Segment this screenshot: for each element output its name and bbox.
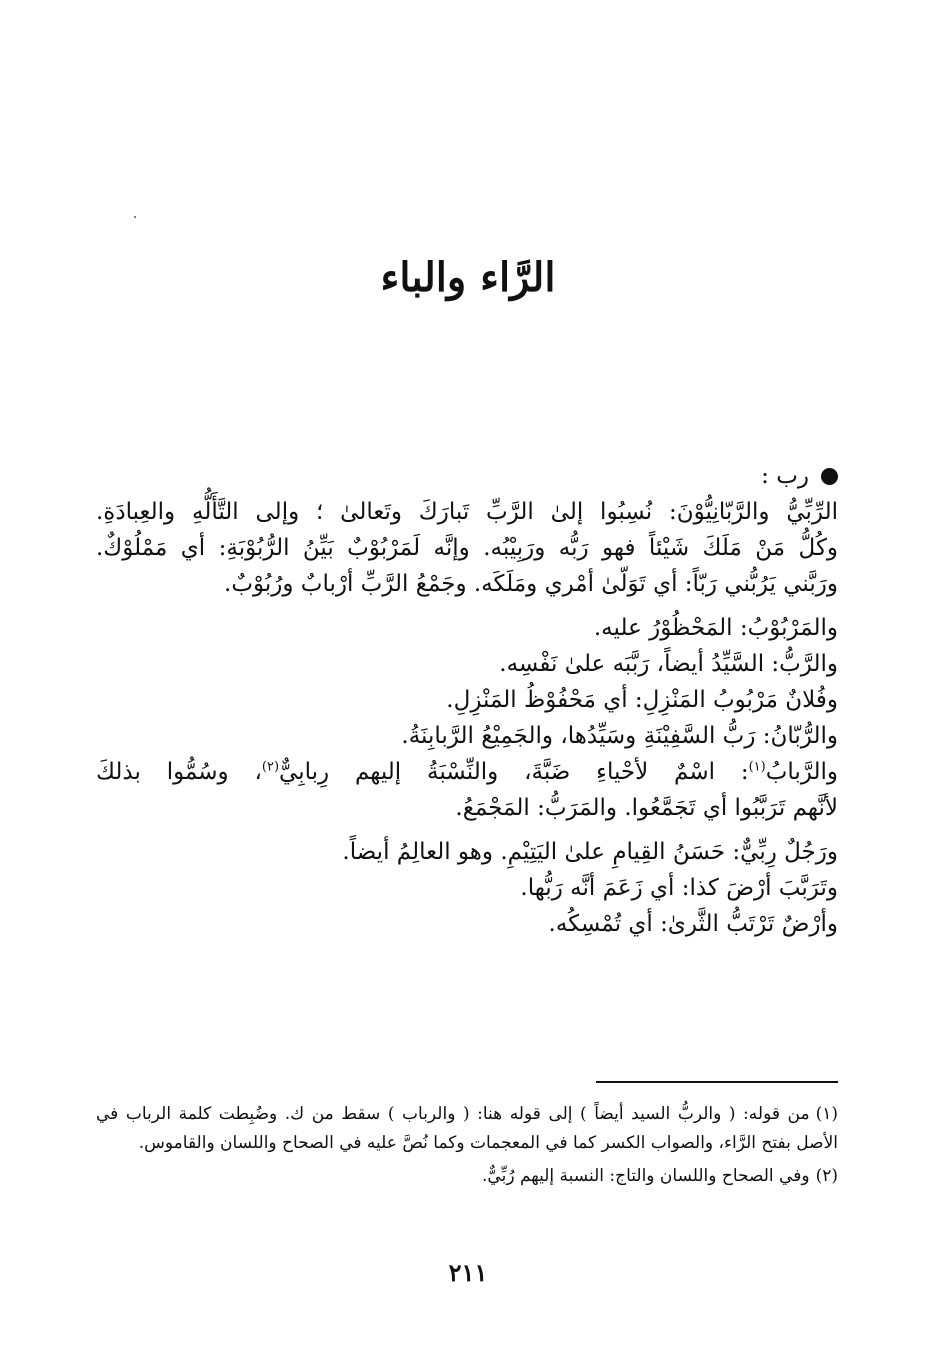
footnotes bbox=[96, 1100, 838, 1191]
footnote-number: (١) bbox=[815, 1104, 838, 1124]
footnote-ref-2[interactable]: (٢) bbox=[261, 759, 280, 775]
footnote-number: (٢) bbox=[815, 1166, 838, 1186]
entry-line-4: والمَرْبُوْبُ: المَحْظُوْرُ عليه. bbox=[593, 615, 838, 641]
entry-root: رب : bbox=[761, 463, 809, 489]
entry-line-5: والرَّبُّ: السَّيِّدُ أيضاً، رَبَّبَه علىٰ نَفْسِه. bbox=[499, 651, 838, 677]
entry-line-6: وفُلانٌ مَرْبُوبُ المَنْزِلِ: أي مَحْفُوْظُ المَنْزِلِ. bbox=[446, 687, 838, 713]
entry-line-10: وأرْضٌ تَرْتَبُّ الثَّرىٰ: أي تُمْسِكُه. bbox=[548, 911, 838, 937]
entry-line-1: الرِّبِّيُّ والرَّبّانِيُّوْنَ: نُسِبُوا إلىٰ الرَّبِّ تَبارَكَ وتَعالىٰ ؛ وإلى التَّأَلُّهِ والعِبادَةِ. bbox=[96, 499, 838, 525]
footnote-text: وفي الصحاح واللسان والتاج: النسبة إليهم رُبِّيٌّ. bbox=[482, 1166, 810, 1186]
page-number: ٢١١ bbox=[448, 1258, 488, 1287]
entry-line-rabab-cont: لأنَّهم تَرَبَّبُوا أي تَجَمَّعُوا. والمَرَبُّ: المَجْمَعُ. bbox=[455, 795, 838, 821]
rabab-word: والرَّبابُ bbox=[765, 759, 838, 785]
entry-line-3: ورَبَّني يَرُبُّني رَبّاً: أي تَوَلّىٰ أمْري ومَلَكَه. وجَمْعُ الرَّبِّ أرْبابٌ ورُبُوْبٌ. bbox=[224, 571, 838, 597]
entry-line-2: وكُلُّ مَنْ مَلَكَ شَيْئاً فهو رَبُّه ورَبِيْبُه. وإنَّه لَمَرْبُوْبٌ بَيِّنُ الرُّبُوْبَةِ: أي مَمْلُوْكٌ. bbox=[96, 535, 838, 561]
footnote-1 bbox=[96, 1100, 838, 1158]
chapter-title: الرَّاء والباء bbox=[380, 254, 556, 301]
footnote-text: من قوله: ( والربُّ السيد أيضاً ) إلى قوله هنا: ( والرباب ) سقط من ك. وضُبِطت كلمة الرباب في الأصل بفتح الرَّاء، والصواب الكسر كما في المعجمات وكما نُصَّ عليه في الصحاح واللسان والقاموس. bbox=[96, 1104, 838, 1153]
footnote-divider bbox=[596, 1081, 838, 1083]
entry-line-8: ورَجُلٌ رِبِّيٌّ: حَسَنُ القِيامِ علىٰ اليَتِيْمِ. وهو العالِمُ أيضاً. bbox=[342, 839, 838, 865]
rabab-after: ، وسُمُّوا بذلكَ bbox=[96, 759, 262, 785]
entry-body bbox=[96, 458, 838, 942]
print-speck bbox=[134, 216, 136, 218]
footnote-2 bbox=[96, 1162, 838, 1191]
entry-line-rabab bbox=[96, 754, 838, 790]
bullet-icon bbox=[821, 468, 838, 485]
rabab-middle: : اسْمٌ لأحْياءِ ضَبَّةَ، والنِّسْبَةُ إليهم رِبابِيٌّ bbox=[279, 759, 749, 785]
footnote-ref-1[interactable]: (١) bbox=[748, 759, 766, 775]
entry-line-7: والرُّبّانُ: رَبُّ السَّفِيْنَةِ وسَيِّدُها، والجَمِيْعُ الرَّبابِنَةُ. bbox=[401, 723, 838, 749]
entry-line-9: وتَرَبَّبَ أرْضَ كذا: أي زَعَمَ أنَّه رَبُّها. bbox=[520, 875, 838, 901]
entry-heading bbox=[96, 458, 838, 494]
